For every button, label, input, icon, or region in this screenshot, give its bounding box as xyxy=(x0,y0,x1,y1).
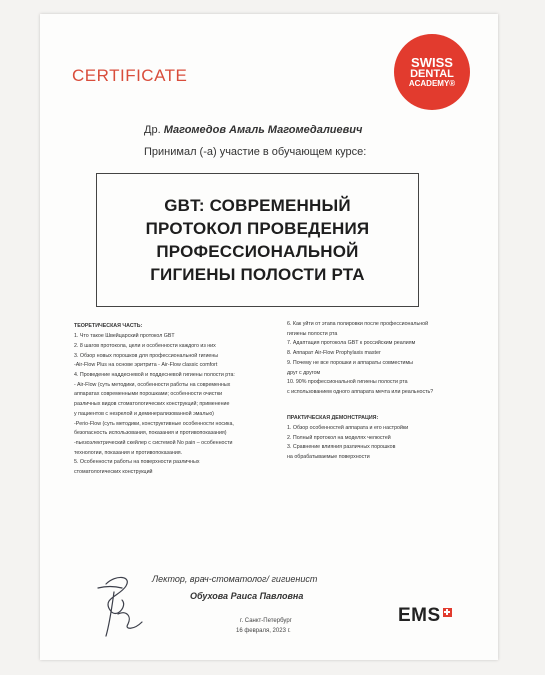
ems-logo xyxy=(398,605,452,627)
theory-item: -Air-Flow Plus на основе эритрита - Air-Flow classic comfort xyxy=(74,362,218,369)
theory-item: 6. Как уйти от этапа полировки после профессиональной xyxy=(287,321,429,327)
theory-item: технологии, показания и противопоказания. xyxy=(74,449,183,456)
theory-item: стоматологических конструкций xyxy=(74,469,153,476)
theory-item: у пациентов с незрелой и деминерализованной эмалью) xyxy=(74,410,214,417)
theory-item: 2. 8 шагов протокола, цели и особенности каждого из них xyxy=(74,342,216,349)
logo-line-3: ACADEMY® xyxy=(408,79,456,89)
logo-line-2: DENTAL xyxy=(410,67,454,80)
course-title xyxy=(146,194,370,286)
theory-item: 4. Проведение наддесневой и поддесневой гигиены полости рта: xyxy=(74,372,235,379)
course-title-line: ПРОТОКОЛ ПРОВЕДЕНИЯ xyxy=(145,218,370,238)
certificate-sheet xyxy=(40,14,498,660)
accepted-text: Принимал (-а) участие в обучающем курсе: xyxy=(144,146,367,158)
signature-image xyxy=(92,570,156,640)
course-title-line: ГИГИЕНЫ ПОЛОСТИ РТА xyxy=(150,265,365,285)
theory-item: различных видов стоматологических конструкций; применение xyxy=(74,401,230,408)
course-title-line: ПРОФЕССИОНАЛЬНОЙ xyxy=(156,242,359,261)
theory-item: с использованием одного аппарата мечта или реальность? xyxy=(287,388,434,395)
theory-item: друг с другом xyxy=(287,369,321,376)
theory-item: 3. Обзор новых порошков для профессиональной гигиены xyxy=(74,352,219,359)
swiss-cross-icon xyxy=(443,608,452,617)
doctor-prefix: Др. xyxy=(144,124,161,136)
theory-item: - Air-Flow (суть методики, особенности работы на современных xyxy=(74,381,231,388)
date-text: 16 февраля, 2023 г. xyxy=(236,628,291,634)
doctor-line xyxy=(144,124,362,136)
theory-item: -Perio-Flow (суть методики, конструктивные особенности носика, xyxy=(74,420,234,427)
course-title-line: GBT: СОВРЕМЕННЫЙ xyxy=(164,195,351,215)
course-title-box xyxy=(96,173,419,307)
theory-column xyxy=(74,322,274,478)
theory-item: безопасность использования, показания и противопоказания) xyxy=(74,430,227,437)
theory-practice-column xyxy=(287,320,477,463)
theory-item: 10. 90% профессиональной гигиены полости рта xyxy=(287,379,408,386)
doctor-name: Магомедов Амаль Магомедалиевич xyxy=(163,124,363,136)
ems-logo-text: EMS xyxy=(398,605,441,626)
lecturer-role: Лектор, врач-стоматолог/ гигиенист xyxy=(152,574,318,584)
lecturer-name: Обухова Раиса Павловна xyxy=(190,591,304,601)
theory-item: 5. Особенности работы на поверхности различных xyxy=(74,459,200,466)
theory-item: аппаратах современными порошками; особенности очистки xyxy=(74,391,223,398)
practice-item: на обрабатываемые поверхности xyxy=(287,453,370,460)
theory-item: 8. Аппарат Air-Flow Prophylaxis master xyxy=(287,350,381,357)
theory-heading: ТЕОРЕТИЧЕСКАЯ ЧАСТЬ: xyxy=(74,323,143,329)
certificate-heading: CERTIFICATE xyxy=(72,66,188,85)
theory-item: 7. Адаптация протокола GBT к российским реалиям xyxy=(287,340,416,347)
theory-item: 9. Почему не все порошки и аппараты совместимы xyxy=(287,359,413,366)
practice-item: 3. Сравнение влияния различных порошков xyxy=(287,444,396,451)
practice-item: 2. Полный протокол на моделях челюстей xyxy=(287,434,391,441)
practice-heading: ПРАКТИЧЕСКАЯ ДЕМОНСТРАЦИЯ: xyxy=(287,414,379,421)
city-text: г. Санкт-Петербург xyxy=(240,618,292,624)
theory-item: гигиены полости рта xyxy=(287,330,338,337)
theory-item: 1. Что такое Швейцарский протокол GBT xyxy=(74,333,175,340)
swiss-dental-academy-logo xyxy=(394,34,470,110)
practice-item: 1. Обзор особенностей аппарата и его настройки xyxy=(287,424,409,431)
theory-item: -пьезоэлектрический скейлер с системой No pain – особенности xyxy=(74,439,233,446)
logo-line-1: SWISS xyxy=(411,54,453,70)
